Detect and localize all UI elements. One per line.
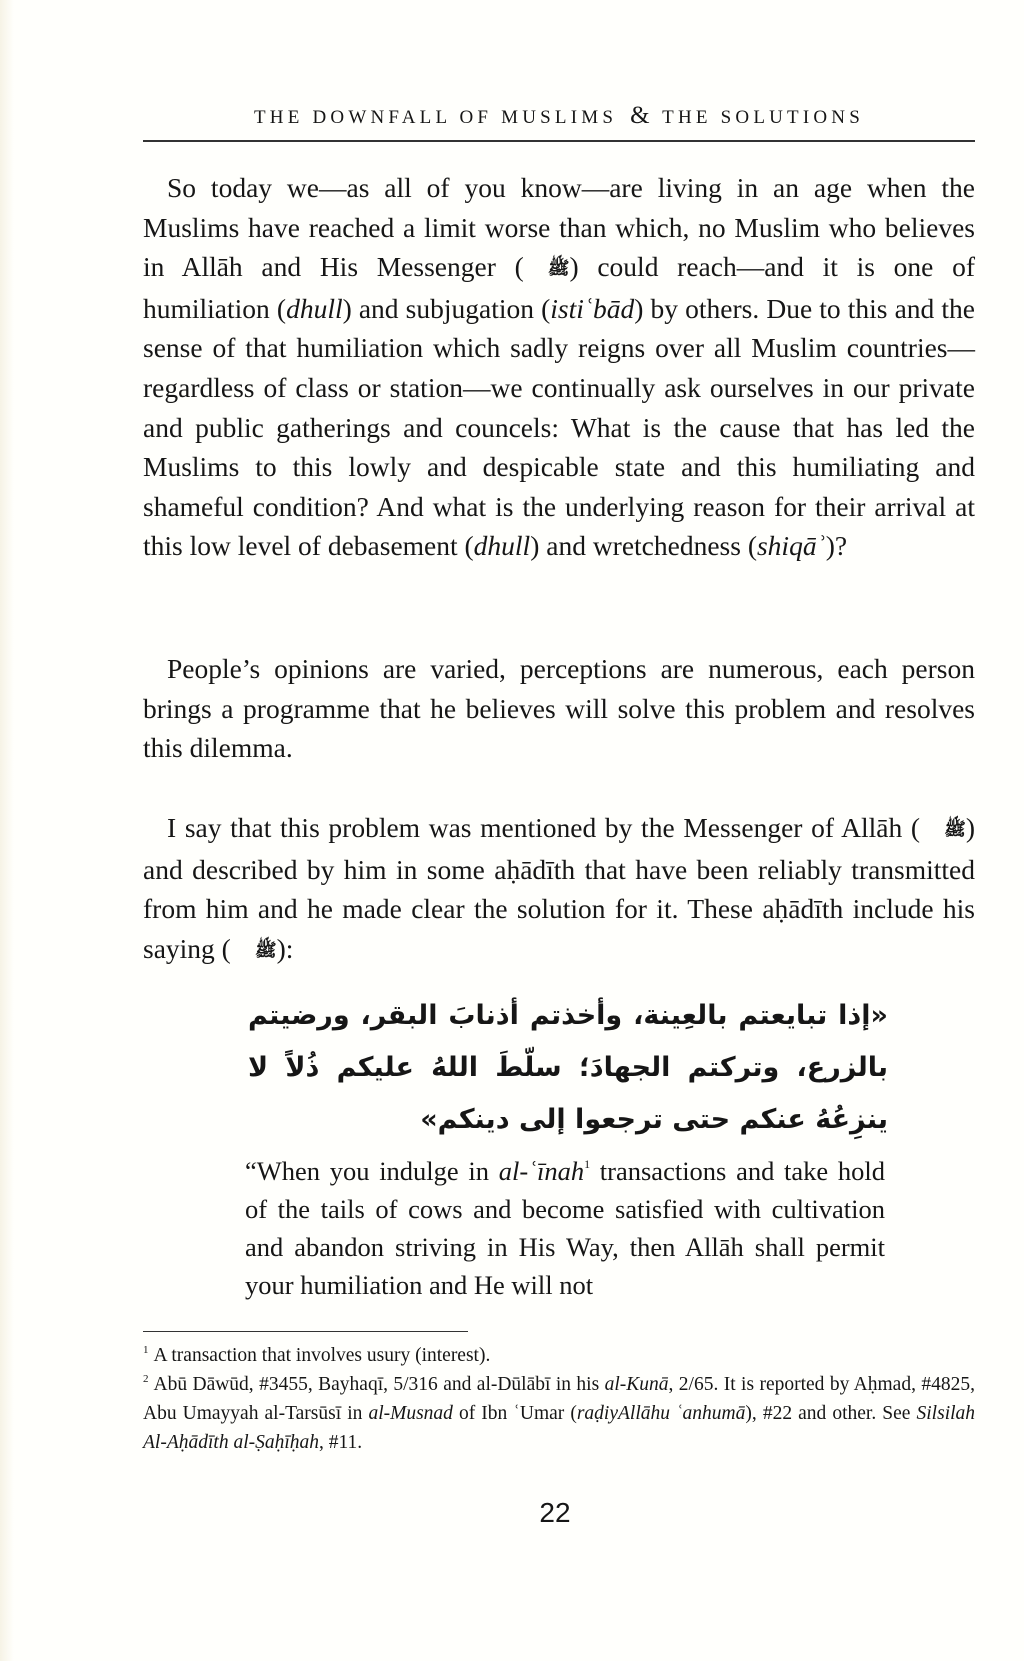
text-run: “When you indulge in <box>245 1156 499 1186</box>
page-number: 22 <box>539 1497 571 1528</box>
text-run: ), #22 and other. See <box>745 1403 917 1424</box>
text-run: ) and described by him in some aḥādīth that have been reliably transmitted from him and he made clear the solution for it. These aḥādīth include his saying ( <box>143 812 975 964</box>
text-run: of Ibn ʿUmar ( <box>452 1403 577 1424</box>
salutation-icon: ﷺ <box>547 258 570 279</box>
ampersand: & <box>630 102 650 129</box>
italic-term: dhull <box>473 530 531 562</box>
running-head <box>143 102 975 130</box>
text-run: Abū Dāwūd, #3455, Bayhaqī, 5/316 and al-Dūlābī in his <box>153 1374 605 1395</box>
running-head-title-part2: THE SOLUTIONS <box>662 107 864 128</box>
text-run: , 2/65. It is reported by Aḥmad, #4825, Abu Umayyah al-Tarsūsī in <box>143 1374 975 1424</box>
footnote-1 <box>143 1341 975 1370</box>
text-run: ) and subjugation ( <box>342 292 551 324</box>
footnotes <box>143 1341 975 1457</box>
text-run: I say that this problem was mentioned by the Messenger of Allāh ( <box>167 812 921 843</box>
italic-term: shiqāʾ <box>756 530 826 562</box>
italic-term: istiʿbād <box>550 292 635 324</box>
paragraph-2 <box>143 649 975 768</box>
footnote-rule <box>143 1331 468 1332</box>
header-rule <box>143 140 975 142</box>
arabic-hadith: «إذا تبايعتم بالعِينة، وأخذتم أذنابَ البقر، ورضيتم بالزرع، وتركتم الجهادَ؛ سلّطَ اللهُ عليكم ذُلاً لا ينزِعُهُ عنكم حتى ترجعوا إلى دينكم» <box>248 1000 888 1135</box>
italic-title: al-Kunā <box>604 1374 669 1395</box>
text-run: So today we—as all of you know—are living in an age when the Muslims have reached a limit worse than which, no Muslim who believes in Allāh and His Messenger ( <box>143 172 975 283</box>
text-run: )? <box>825 530 848 562</box>
footnote-text: A transaction that involves usury (interest). <box>153 1345 491 1366</box>
italic-term: al-ʿīnah <box>498 1156 585 1186</box>
salutation-icon: ﷺ <box>944 819 966 839</box>
paragraph-3 <box>143 808 975 970</box>
text-run: ) and wretchedness ( <box>530 530 757 562</box>
text-run: ) by others. Due to this and the sense of that humiliation which sadly reigns over all Muslim countries—regardless of class or station—we continually ask ourselves in our private and public gatherings and councels: What is the cause that has led the Muslims to this lowly and despicable state and this humiliating and shameful condition? And what is the underlying reason for their arrival at this low level of debasement ( <box>143 292 975 562</box>
hadith-translation-quote <box>245 1152 885 1304</box>
text-run: ): <box>276 932 294 964</box>
italic-term: raḍiyAllāhu ʿanhumā <box>576 1403 746 1424</box>
footnote-ref-1[interactable]: 1 <box>584 1157 591 1171</box>
paragraph-text: People’s opinions are varied, perceptions are numerous, each person brings a programme that he believes will solve this problem and resolves this dilemma. <box>143 653 975 764</box>
text-run: , #11. <box>319 1432 363 1453</box>
footnote-number: 2 <box>143 1373 149 1385</box>
italic-title: al-Musnad <box>368 1403 453 1424</box>
footnote-number: 1 <box>143 1344 149 1356</box>
running-head-title-part1: THE DOWNFALL OF MUSLIMS <box>254 107 618 128</box>
footnote-2 <box>143 1370 975 1457</box>
scan-page-edge <box>0 0 14 1661</box>
italic-term: dhull <box>286 292 343 324</box>
italic-title: Silsilah Al-Aḥādīth al-Ṣaḥīḥah <box>143 1403 976 1453</box>
text-run: transactions and take hold of the tails of cows and become satisfied with cultivation and abandon striving in His Way, then Allāh shall permit your humiliation and He will not <box>245 1156 885 1300</box>
salutation-icon: ﷺ <box>254 939 277 960</box>
text-run: ) could reach—and it is one of humiliation ( <box>143 251 975 324</box>
paragraph-1 <box>143 168 975 566</box>
